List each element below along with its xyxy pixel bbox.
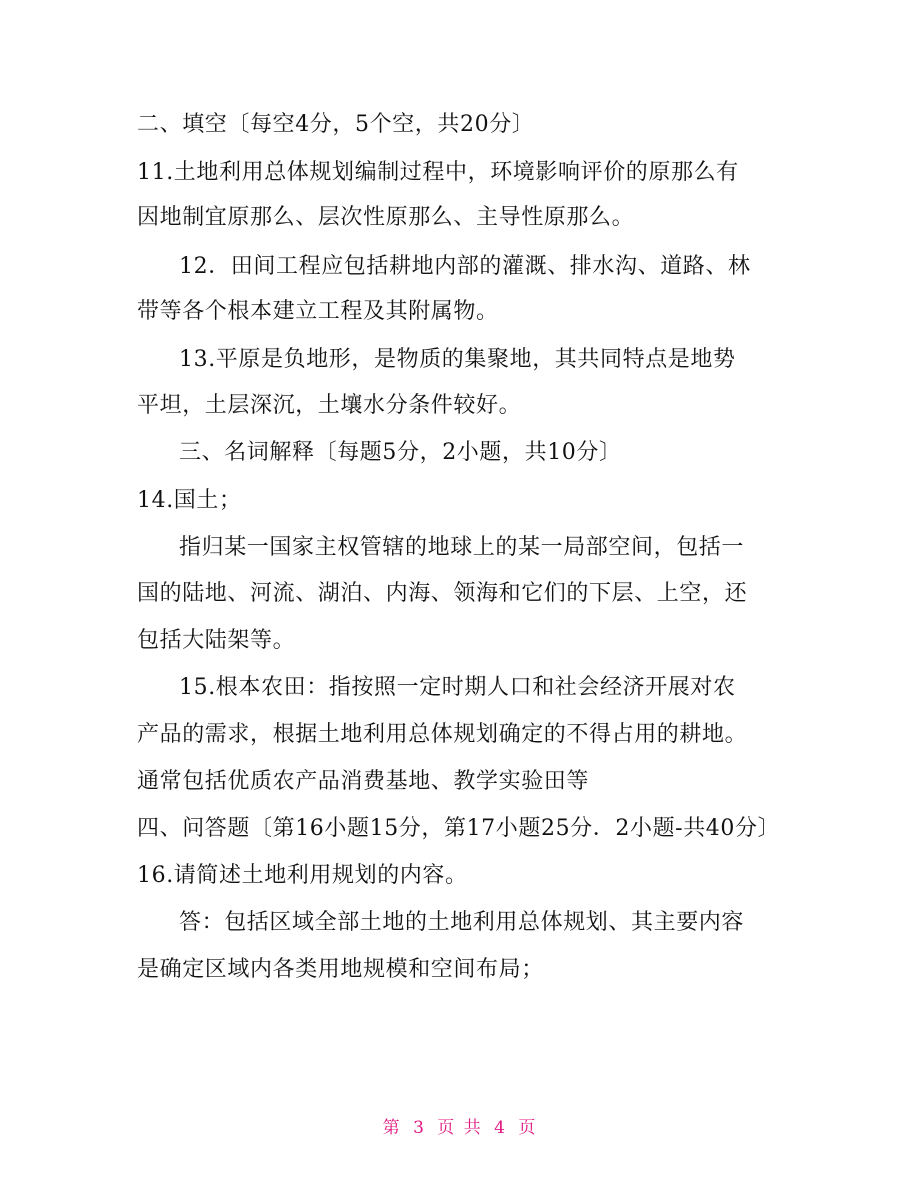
footer-middle: 页 共 — [437, 1118, 483, 1138]
paragraph-line: 包括大陆架等。 — [137, 628, 296, 653]
paragraph-line: 指归某一国家主权管辖的地球上的某一局部空间，包括一 — [179, 535, 745, 560]
paragraph-line: 产品的需求，根据土地利用总体规划确定的不得占用的耕地。 — [137, 722, 748, 747]
paragraph-line: 14.国土； — [137, 488, 242, 513]
paragraph-line: 带等各个根本建立工程及其附属物。 — [137, 299, 499, 324]
page-footer — [0, 1113, 920, 1138]
paragraph-line: 12．田间工程应包括耕地内部的灌溉、排水沟、道路、林 — [179, 254, 751, 279]
paragraph-line: 15.根本农田：指按照一定时期人口和社会经济开展对农 — [179, 675, 736, 700]
footer-prefix: 第 — [382, 1118, 402, 1138]
paragraph-line: 13.平原是负地形，是物质的集聚地，其共同特点是地势 — [179, 347, 736, 372]
paragraph-line: 通常包括优质农产品消费基地、教学实验田等 — [137, 769, 590, 794]
footer-total-pages: 4 — [494, 1118, 507, 1138]
paragraph-line: 是确定区域内各类用地规模和空间布局； — [137, 957, 544, 982]
paragraph-line: 11.土地利用总体规划编制过程中，环境影响评价的原那么有 — [137, 160, 739, 185]
paragraph-line: 16.请简述土地利用规划的内容。 — [137, 863, 468, 888]
section-heading-questions: 四、问答题〔第16小题15分，第17小题25分．2小题-共40分〕 — [137, 816, 781, 841]
paragraph-line: 答：包括区域全部土地的土地利用总体规划、其主要内容 — [179, 910, 745, 935]
footer-page-number: 3 — [413, 1118, 426, 1138]
section-heading-terms: 三、名词解释〔每题5分，2小题，共10分〕 — [179, 440, 622, 465]
section-heading-fill-blank: 二、填空〔每空4分，5个空，共20分〕 — [137, 112, 535, 137]
paragraph-line: 国的陆地、河流、湖泊、内海、领海和它们的下层、上空，还 — [137, 581, 748, 606]
paragraph-line: 平坦，土层深沉，土壤水分条件较好。 — [137, 393, 522, 418]
footer-suffix: 页 — [518, 1118, 538, 1138]
paragraph-line: 因地制宜原那么、层次性原那么、主导性原那么。 — [137, 205, 635, 230]
